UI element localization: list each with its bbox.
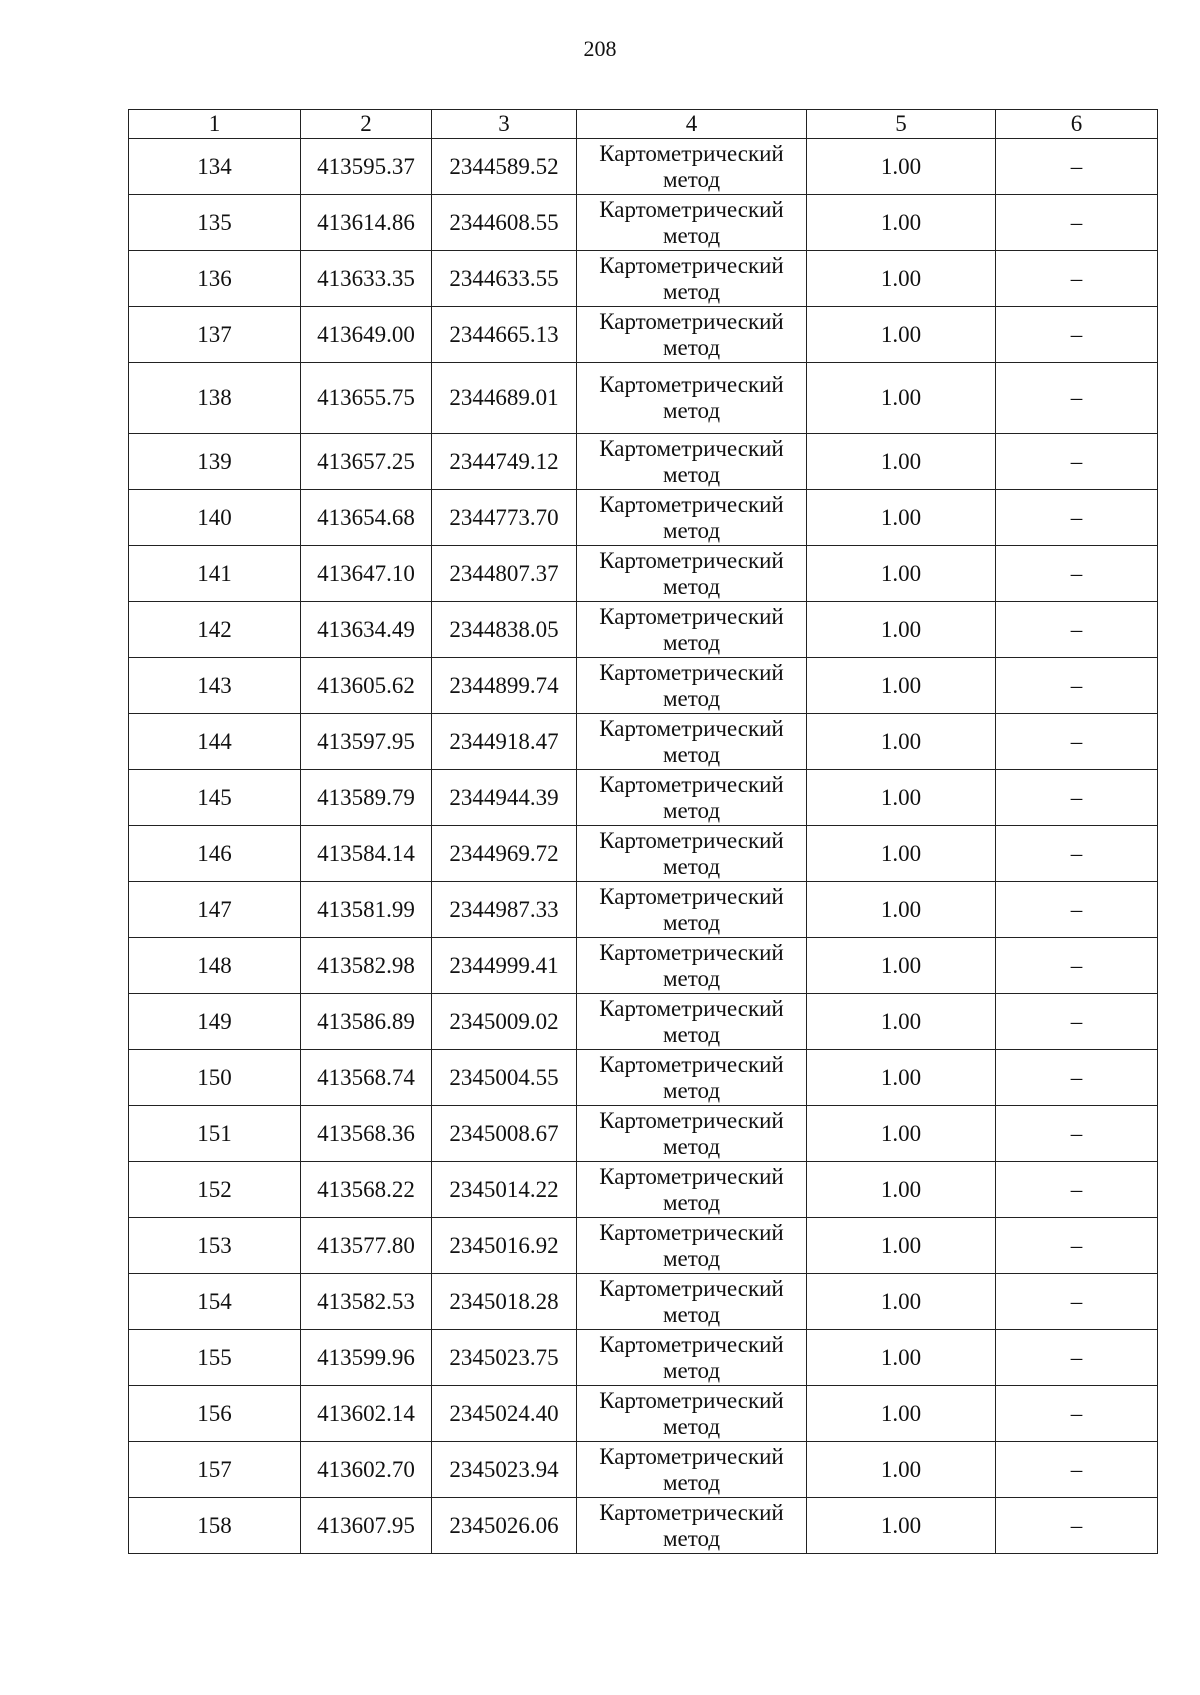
point-number-cell: 149: [129, 994, 301, 1050]
x-coordinate-cell: 413568.22: [301, 1162, 432, 1218]
point-number-cell: 146: [129, 826, 301, 882]
method-line-1: Картометрический: [599, 995, 784, 1021]
note-cell: –: [996, 490, 1158, 546]
x-coordinate-cell: 413633.35: [301, 251, 432, 307]
method-line-1: Картометрический: [599, 1331, 784, 1357]
method-line-2: метод: [662, 1077, 721, 1103]
note-cell: –: [996, 1498, 1158, 1554]
method-line-1: Картометрический: [599, 883, 784, 909]
accuracy-cell: 1.00: [807, 714, 996, 770]
x-coordinate-cell: 413614.86: [301, 195, 432, 251]
method-cell: [577, 994, 807, 1050]
method-cell: [577, 826, 807, 882]
method-line-2: метод: [662, 517, 721, 543]
accuracy-cell: 1.00: [807, 1442, 996, 1498]
x-coordinate-cell: 413584.14: [301, 826, 432, 882]
y-coordinate-cell: 2345026.06: [432, 1498, 577, 1554]
method-cell: [577, 1498, 807, 1554]
point-number-cell: 143: [129, 658, 301, 714]
table-row: [129, 1386, 1158, 1442]
point-number-cell: 147: [129, 882, 301, 938]
accuracy-cell: 1.00: [807, 994, 996, 1050]
note-cell: –: [996, 546, 1158, 602]
point-number-cell: 137: [129, 307, 301, 363]
header-cell-1: 1: [129, 110, 301, 139]
method-line-1: Картометрический: [599, 140, 784, 166]
header-cell-4: 4: [577, 110, 807, 139]
note-cell: –: [996, 938, 1158, 994]
method-line-2: метод: [662, 1021, 721, 1047]
page-number: 208: [583, 36, 617, 61]
method-cell: [577, 434, 807, 490]
x-coordinate-cell: 413581.99: [301, 882, 432, 938]
note-cell: –: [996, 994, 1158, 1050]
table-row: [129, 1218, 1158, 1274]
y-coordinate-cell: 2344899.74: [432, 658, 577, 714]
table-row: [129, 363, 1158, 434]
accuracy-cell: 1.00: [807, 1218, 996, 1274]
method-line-2: метод: [662, 629, 721, 655]
table-row: [129, 490, 1158, 546]
method-cell: [577, 658, 807, 714]
note-cell: –: [996, 363, 1158, 434]
table-row: [129, 1050, 1158, 1106]
method-cell: [577, 1050, 807, 1106]
y-coordinate-cell: 2344608.55: [432, 195, 577, 251]
accuracy-cell: 1.00: [807, 1050, 996, 1106]
coordinates-table-container: [128, 109, 1157, 1554]
method-line-2: метод: [662, 853, 721, 879]
x-coordinate-cell: 413654.68: [301, 490, 432, 546]
method-line-1: Картометрический: [599, 372, 784, 397]
note-cell: –: [996, 714, 1158, 770]
table-row: [129, 1330, 1158, 1386]
table-row: [129, 251, 1158, 307]
method-line-1: Картометрический: [599, 1275, 784, 1301]
y-coordinate-cell: 2344773.70: [432, 490, 577, 546]
accuracy-cell: 1.00: [807, 658, 996, 714]
method-cell: [577, 307, 807, 363]
x-coordinate-cell: 413577.80: [301, 1218, 432, 1274]
method-cell: [577, 251, 807, 307]
method-line-2: метод: [662, 1525, 721, 1551]
note-cell: –: [996, 1274, 1158, 1330]
method-line-1: Картометрический: [599, 771, 784, 797]
y-coordinate-cell: 2344987.33: [432, 882, 577, 938]
method-line-1: Картометрический: [599, 547, 784, 573]
x-coordinate-cell: 413568.36: [301, 1106, 432, 1162]
y-coordinate-cell: 2345016.92: [432, 1218, 577, 1274]
accuracy-cell: 1.00: [807, 490, 996, 546]
point-number-cell: 141: [129, 546, 301, 602]
accuracy-cell: 1.00: [807, 1274, 996, 1330]
table-row: [129, 994, 1158, 1050]
method-line-2: метод: [662, 1469, 721, 1495]
method-line-1: Картометрический: [599, 603, 784, 629]
x-coordinate-cell: 413568.74: [301, 1050, 432, 1106]
accuracy-cell: 1.00: [807, 826, 996, 882]
method-cell: [577, 1330, 807, 1386]
point-number-cell: 152: [129, 1162, 301, 1218]
x-coordinate-cell: 413657.25: [301, 434, 432, 490]
method-line-2: метод: [662, 909, 721, 935]
accuracy-cell: 1.00: [807, 195, 996, 251]
method-line-2: метод: [662, 334, 721, 360]
method-line-2: метод: [662, 965, 721, 991]
note-cell: –: [996, 434, 1158, 490]
y-coordinate-cell: 2344589.52: [432, 139, 577, 195]
coordinates-table: [128, 109, 1158, 1554]
note-cell: –: [996, 1162, 1158, 1218]
method-cell: [577, 882, 807, 938]
table-row: [129, 1498, 1158, 1554]
y-coordinate-cell: 2345024.40: [432, 1386, 577, 1442]
x-coordinate-cell: 413655.75: [301, 363, 432, 434]
point-number-cell: 150: [129, 1050, 301, 1106]
method-cell: [577, 714, 807, 770]
table-row: [129, 602, 1158, 658]
note-cell: –: [996, 882, 1158, 938]
y-coordinate-cell: 2345004.55: [432, 1050, 577, 1106]
method-cell: [577, 139, 807, 195]
method-line-2: метод: [662, 1357, 721, 1383]
y-coordinate-cell: 2344665.13: [432, 307, 577, 363]
y-coordinate-cell: 2344969.72: [432, 826, 577, 882]
method-cell: [577, 1162, 807, 1218]
x-coordinate-cell: 413602.14: [301, 1386, 432, 1442]
point-number-cell: 157: [129, 1442, 301, 1498]
y-coordinate-cell: 2344749.12: [432, 434, 577, 490]
x-coordinate-cell: 413582.98: [301, 938, 432, 994]
table-row: [129, 826, 1158, 882]
method-line-1: Картометрический: [599, 196, 784, 222]
method-line-2: метод: [662, 573, 721, 599]
accuracy-cell: 1.00: [807, 363, 996, 434]
accuracy-cell: 1.00: [807, 1498, 996, 1554]
method-line-1: Картометрический: [599, 1107, 784, 1133]
y-coordinate-cell: 2344838.05: [432, 602, 577, 658]
note-cell: –: [996, 1386, 1158, 1442]
header-cell-6: 6: [996, 110, 1158, 139]
method-cell: [577, 1442, 807, 1498]
note-cell: –: [996, 826, 1158, 882]
y-coordinate-cell: 2344689.01: [432, 363, 577, 434]
accuracy-cell: 1.00: [807, 602, 996, 658]
x-coordinate-cell: 413634.49: [301, 602, 432, 658]
method-cell: [577, 602, 807, 658]
table-row: [129, 139, 1158, 195]
note-cell: –: [996, 139, 1158, 195]
table-header: [129, 110, 1158, 139]
table-row: [129, 938, 1158, 994]
method-line-1: Картометрический: [599, 659, 784, 685]
note-cell: –: [996, 307, 1158, 363]
table-row: [129, 1162, 1158, 1218]
method-line-2: метод: [662, 1133, 721, 1159]
table-row: [129, 658, 1158, 714]
table-row: [129, 1442, 1158, 1498]
table-row: [129, 882, 1158, 938]
x-coordinate-cell: 413589.79: [301, 770, 432, 826]
note-cell: –: [996, 1106, 1158, 1162]
point-number-cell: 148: [129, 938, 301, 994]
method-line-1: Картометрический: [599, 1499, 784, 1525]
y-coordinate-cell: 2345023.94: [432, 1442, 577, 1498]
y-coordinate-cell: 2345009.02: [432, 994, 577, 1050]
accuracy-cell: 1.00: [807, 1106, 996, 1162]
method-line-2: метод: [662, 741, 721, 767]
x-coordinate-cell: 413586.89: [301, 994, 432, 1050]
header-cell-2: 2: [301, 110, 432, 139]
accuracy-cell: 1.00: [807, 882, 996, 938]
point-number-cell: 154: [129, 1274, 301, 1330]
method-line-2: метод: [662, 398, 721, 423]
accuracy-cell: 1.00: [807, 770, 996, 826]
accuracy-cell: 1.00: [807, 1386, 996, 1442]
point-number-cell: 142: [129, 602, 301, 658]
point-number-cell: 151: [129, 1106, 301, 1162]
point-number-cell: 135: [129, 195, 301, 251]
accuracy-cell: 1.00: [807, 307, 996, 363]
method-line-1: Картометрический: [599, 715, 784, 741]
y-coordinate-cell: 2345018.28: [432, 1274, 577, 1330]
method-cell: [577, 770, 807, 826]
header-row: [129, 110, 1158, 139]
point-number-cell: 145: [129, 770, 301, 826]
method-cell: [577, 546, 807, 602]
point-number-cell: 144: [129, 714, 301, 770]
x-coordinate-cell: 413607.95: [301, 1498, 432, 1554]
table-row: [129, 195, 1158, 251]
point-number-cell: 138: [129, 363, 301, 434]
point-number-cell: 139: [129, 434, 301, 490]
method-line-1: Картометрический: [599, 435, 784, 461]
x-coordinate-cell: 413597.95: [301, 714, 432, 770]
y-coordinate-cell: 2345023.75: [432, 1330, 577, 1386]
table-row: [129, 1274, 1158, 1330]
method-line-1: Картометрический: [599, 1219, 784, 1245]
method-line-2: метод: [662, 1301, 721, 1327]
point-number-cell: 134: [129, 139, 301, 195]
y-coordinate-cell: 2344999.41: [432, 938, 577, 994]
method-line-1: Картометрический: [599, 308, 784, 334]
method-line-2: метод: [662, 278, 721, 304]
method-line-1: Картометрический: [599, 1443, 784, 1469]
table-row: [129, 307, 1158, 363]
method-line-1: Картометрический: [599, 252, 784, 278]
accuracy-cell: 1.00: [807, 1330, 996, 1386]
x-coordinate-cell: 413582.53: [301, 1274, 432, 1330]
accuracy-cell: 1.00: [807, 938, 996, 994]
point-number-cell: 153: [129, 1218, 301, 1274]
accuracy-cell: 1.00: [807, 139, 996, 195]
y-coordinate-cell: 2344944.39: [432, 770, 577, 826]
method-line-1: Картометрический: [599, 939, 784, 965]
method-line-2: метод: [662, 166, 721, 192]
method-line-2: метод: [662, 1189, 721, 1215]
method-line-2: метод: [662, 685, 721, 711]
table-row: [129, 434, 1158, 490]
method-line-1: Картометрический: [599, 1051, 784, 1077]
x-coordinate-cell: 413647.10: [301, 546, 432, 602]
method-line-2: метод: [662, 1245, 721, 1271]
point-number-cell: 156: [129, 1386, 301, 1442]
x-coordinate-cell: 413649.00: [301, 307, 432, 363]
point-number-cell: 158: [129, 1498, 301, 1554]
method-cell: [577, 490, 807, 546]
table-row: [129, 770, 1158, 826]
method-cell: [577, 938, 807, 994]
header-cell-3: 3: [432, 110, 577, 139]
point-number-cell: 136: [129, 251, 301, 307]
note-cell: –: [996, 1050, 1158, 1106]
accuracy-cell: 1.00: [807, 546, 996, 602]
note-cell: –: [996, 1218, 1158, 1274]
y-coordinate-cell: 2345014.22: [432, 1162, 577, 1218]
note-cell: –: [996, 770, 1158, 826]
method-cell: [577, 1218, 807, 1274]
header-cell-5: 5: [807, 110, 996, 139]
note-cell: –: [996, 195, 1158, 251]
method-line-1: Картометрический: [599, 491, 784, 517]
note-cell: –: [996, 1442, 1158, 1498]
point-number-cell: 140: [129, 490, 301, 546]
method-cell: [577, 1106, 807, 1162]
method-line-1: Картометрический: [599, 1387, 784, 1413]
table-body: [129, 139, 1158, 1554]
table-row: [129, 546, 1158, 602]
x-coordinate-cell: 413605.62: [301, 658, 432, 714]
note-cell: –: [996, 251, 1158, 307]
accuracy-cell: 1.00: [807, 434, 996, 490]
method-line-2: метод: [662, 1413, 721, 1439]
method-cell: [577, 1274, 807, 1330]
table-row: [129, 1106, 1158, 1162]
method-cell: [577, 1386, 807, 1442]
method-cell: [577, 363, 807, 434]
note-cell: –: [996, 1330, 1158, 1386]
y-coordinate-cell: 2344918.47: [432, 714, 577, 770]
method-line-2: метод: [662, 222, 721, 248]
x-coordinate-cell: 413595.37: [301, 139, 432, 195]
method-line-1: Картометрический: [599, 1163, 784, 1189]
x-coordinate-cell: 413602.70: [301, 1442, 432, 1498]
table-row: [129, 714, 1158, 770]
method-line-2: метод: [662, 797, 721, 823]
accuracy-cell: 1.00: [807, 251, 996, 307]
note-cell: –: [996, 602, 1158, 658]
y-coordinate-cell: 2344807.37: [432, 546, 577, 602]
x-coordinate-cell: 413599.96: [301, 1330, 432, 1386]
method-line-2: метод: [662, 461, 721, 487]
accuracy-cell: 1.00: [807, 1162, 996, 1218]
y-coordinate-cell: 2345008.67: [432, 1106, 577, 1162]
method-line-1: Картометрический: [599, 827, 784, 853]
y-coordinate-cell: 2344633.55: [432, 251, 577, 307]
point-number-cell: 155: [129, 1330, 301, 1386]
method-cell: [577, 195, 807, 251]
note-cell: –: [996, 658, 1158, 714]
